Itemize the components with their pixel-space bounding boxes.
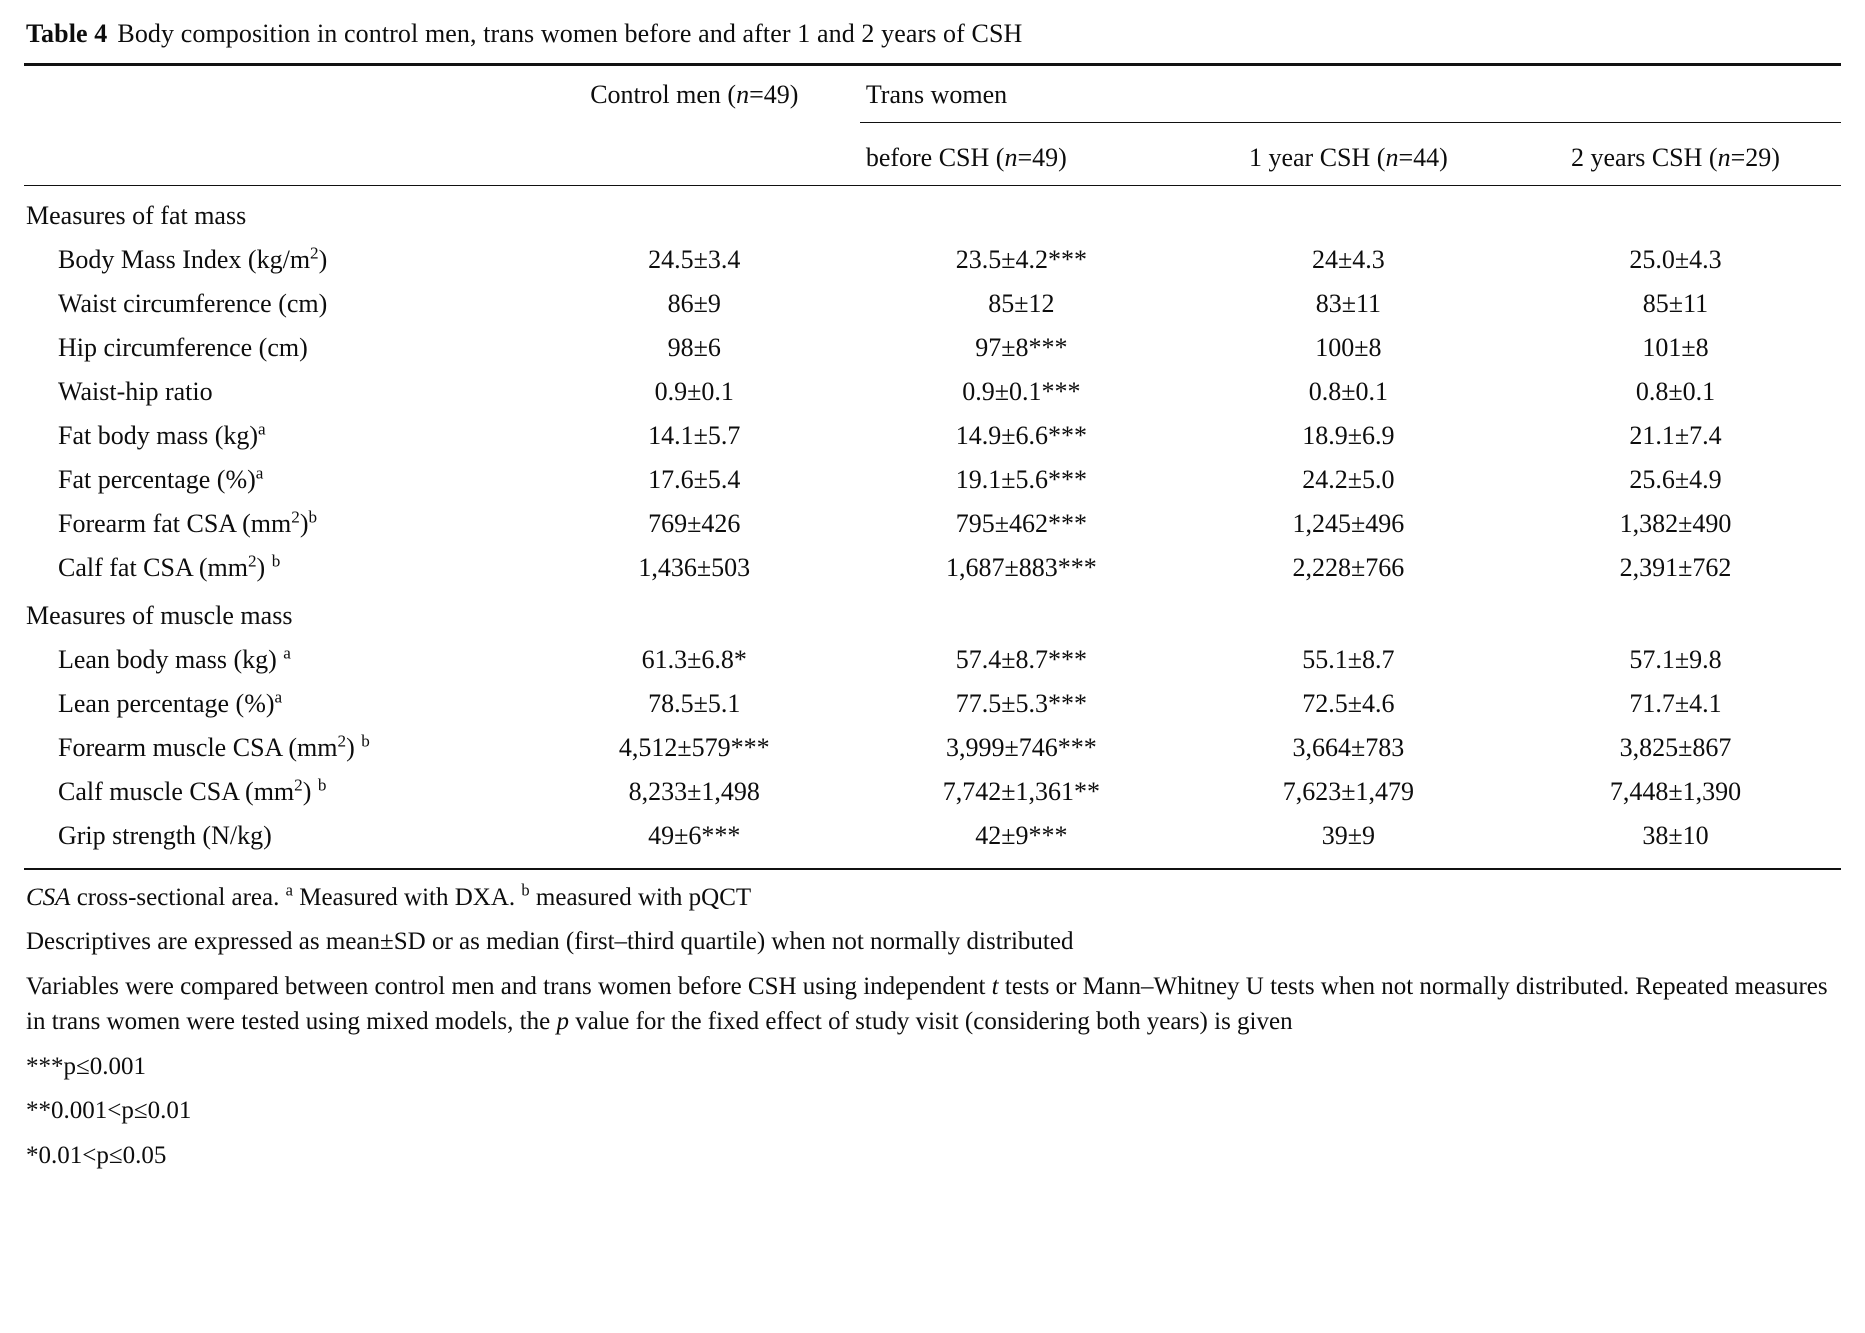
row-label: Forearm fat CSA $(mm^2)^b$: [58, 506, 318, 538]
section-header-row: [24, 590, 1841, 638]
row-value-before: 57.4±8.7***: [955, 644, 1087, 674]
row-value-before: 14.9±6.6***: [955, 420, 1087, 450]
table-row: [24, 726, 1841, 770]
footnote-p-001: ***p≤0.001: [26, 1052, 146, 1080]
footnote-descriptives: Descriptives are expressed as mean±SD or as median (first–third quartile) when not normally distributed: [26, 928, 1074, 955]
row-value-before: 7,742±1,361**: [942, 776, 1100, 806]
header-before-csh: [860, 129, 1187, 186]
table-row: [24, 814, 1841, 858]
row-value-control: 4,512±579***: [618, 732, 770, 762]
table-row: [24, 638, 1841, 682]
row-value-before: 1,687±883***: [945, 552, 1097, 582]
row-value-before: 19.1±5.6***: [955, 464, 1087, 494]
table-caption: [26, 18, 1841, 51]
row-value-year1: 55.1±8.7: [1302, 644, 1395, 674]
row-value-year2: 85±11: [1642, 288, 1709, 318]
table-bottom-rule: [24, 868, 1841, 870]
section-title: Measures of fat mass: [26, 200, 247, 230]
footnote-p-01: **0.001<p≤0.01: [26, 1097, 192, 1124]
header-trans-women: Trans women: [865, 79, 1008, 109]
row-value-before: 0.9±0.1***: [962, 376, 1081, 406]
row-value-control: 49±6***: [648, 820, 741, 850]
row-value-year1: 18.9±6.9: [1302, 420, 1395, 450]
row-value-control: 17.6±5.4: [648, 464, 741, 494]
section-title: Measures of muscle mass: [26, 600, 293, 630]
table-row: [24, 414, 1841, 458]
table-number: Table 4: [26, 19, 108, 48]
table-row: [24, 326, 1841, 370]
row-value-control: 98±6: [667, 332, 721, 362]
table-row: [24, 458, 1841, 502]
row-value-control: 14.1±5.7: [648, 420, 741, 450]
row-value-year2: 71.7±4.1: [1629, 688, 1722, 718]
section-header-row: [24, 190, 1841, 238]
row-value-year2: 7,448±1,390: [1609, 776, 1742, 806]
row-value-year2: 1,382±490: [1619, 508, 1732, 538]
row-value-year1: 83±11: [1315, 288, 1382, 318]
row-value-year2: 25.6±4.9: [1629, 464, 1722, 494]
row-label: Waist-hip ratio: [58, 376, 213, 406]
row-value-before: 42±9***: [975, 820, 1068, 850]
row-value-control: 86±9: [667, 288, 721, 318]
row-label: Calf muscle CSA $(mm^2)$ $^b$: [58, 774, 327, 806]
row-label: Lean percentage (%)$^a$: [58, 686, 283, 718]
row-value-year1: 100±8: [1315, 332, 1382, 362]
row-value-control: 769±426: [648, 508, 741, 538]
table-title: Body composition in control men, trans women before and after 1 and 2 years of CSH: [117, 19, 1023, 48]
row-value-year1: 7,623±1,479: [1282, 776, 1415, 806]
table-footnotes: [24, 880, 1841, 1174]
row-value-year1: 3,664±783: [1292, 732, 1405, 762]
row-value-before: 23.5±4.2***: [955, 244, 1087, 274]
row-value-year1: 24±4.3: [1311, 244, 1385, 274]
row-value-control: 78.5±5.1: [648, 688, 741, 718]
row-value-year1: 2,228±766: [1292, 552, 1405, 582]
row-label: Fat percentage (%)$^a$: [58, 462, 264, 494]
row-value-year2: 3,825±867: [1619, 732, 1732, 762]
row-value-control: 1,436±503: [638, 552, 751, 582]
row-value-year1: 1,245±496: [1292, 508, 1405, 538]
row-value-year1: 24.2±5.0: [1302, 464, 1395, 494]
row-label: Forearm muscle CSA $(mm^2)$ $^b$: [58, 730, 370, 762]
table-header: [24, 66, 1841, 190]
row-value-year2: 2,391±762: [1619, 552, 1732, 582]
row-label: Calf fat CSA $(mm^2)$ $^b$: [58, 550, 281, 582]
table-body: [24, 190, 1841, 858]
header-blank-2: [24, 129, 533, 186]
table-row: [24, 502, 1841, 546]
header-before-csh-label: before CSH (n=49): [865, 142, 1067, 172]
header-2-years-csh-label: 2 years CSH (n=29): [1570, 142, 1780, 172]
table-row: [24, 370, 1841, 414]
row-label: Hip circumference (cm): [58, 332, 308, 362]
row-value-before: 77.5±5.3***: [955, 688, 1087, 718]
table-row: [24, 682, 1841, 726]
row-value-before: 3,999±746***: [945, 732, 1097, 762]
header-1-year-csh-label: 1 year CSH (n=44): [1248, 142, 1448, 172]
row-value-before: 795±462***: [955, 508, 1087, 538]
row-value-year2: 57.1±9.8: [1629, 644, 1722, 674]
footnote-p-05: *0.01<p≤0.05: [26, 1141, 167, 1169]
header-row-groups: [24, 66, 1841, 123]
header-blank-3: [533, 129, 860, 186]
row-value-year2: 0.8±0.1: [1635, 376, 1716, 406]
footnote-abbrev-text: cross-sectional area. $^a$ Measured with DXA. $^b$ measured with pQCT: [70, 880, 752, 911]
row-value-control: 24.5±3.4: [648, 244, 741, 274]
header-row-subcols: [24, 129, 1841, 186]
header-control-men-label: Control men (n=49): [590, 80, 799, 109]
row-label: Waist circumference (cm): [58, 288, 328, 318]
table-row: [24, 238, 1841, 282]
header-control-men: [533, 66, 860, 123]
header-2-years-csh: [1514, 129, 1841, 186]
row-value-control: 61.3±6.8*: [641, 644, 747, 674]
row-value-before: 85±12: [988, 288, 1055, 318]
row-value-year1: 39±9: [1321, 820, 1376, 850]
row-value-before: 97±8***: [975, 332, 1068, 362]
table-row: [24, 282, 1841, 326]
body-composition-table: [24, 66, 1841, 858]
footnote-abbrev-term: CSA: [26, 883, 71, 911]
footnote-comparison: Variables were compared between control men and trans women before CSH using independent t tests or Mann–Whitney U tests when not normally distributed. Repeated measures in trans women were tested using mixed models, the p value for the fixed effect of study visit (considering both years) is given: [26, 972, 1828, 1035]
row-value-control: 8,233±1,498: [628, 776, 760, 806]
row-value-control: 0.9±0.1: [654, 376, 734, 406]
header-1-year-csh: [1187, 129, 1514, 186]
row-value-year1: 72.5±4.6: [1302, 688, 1395, 718]
row-label: Lean body mass (kg) $^a$: [58, 642, 291, 674]
header-blank: [24, 66, 533, 123]
table-row: [24, 546, 1841, 590]
row-value-year2: 21.1±7.4: [1629, 420, 1722, 450]
row-label: Grip strength (N/kg): [58, 820, 272, 850]
row-value-year2: 38±10: [1642, 820, 1709, 850]
row-label: Body Mass Index $(kg/m^2)$: [58, 242, 328, 274]
row-value-year1: 0.8±0.1: [1308, 376, 1389, 406]
row-value-year2: 25.0±4.3: [1629, 244, 1722, 274]
footnote-abbreviations: [26, 880, 1841, 916]
row-value-year2: 101±8: [1642, 332, 1709, 362]
table-row: [24, 770, 1841, 814]
row-label: Fat body mass (kg)$^a$: [58, 418, 266, 450]
